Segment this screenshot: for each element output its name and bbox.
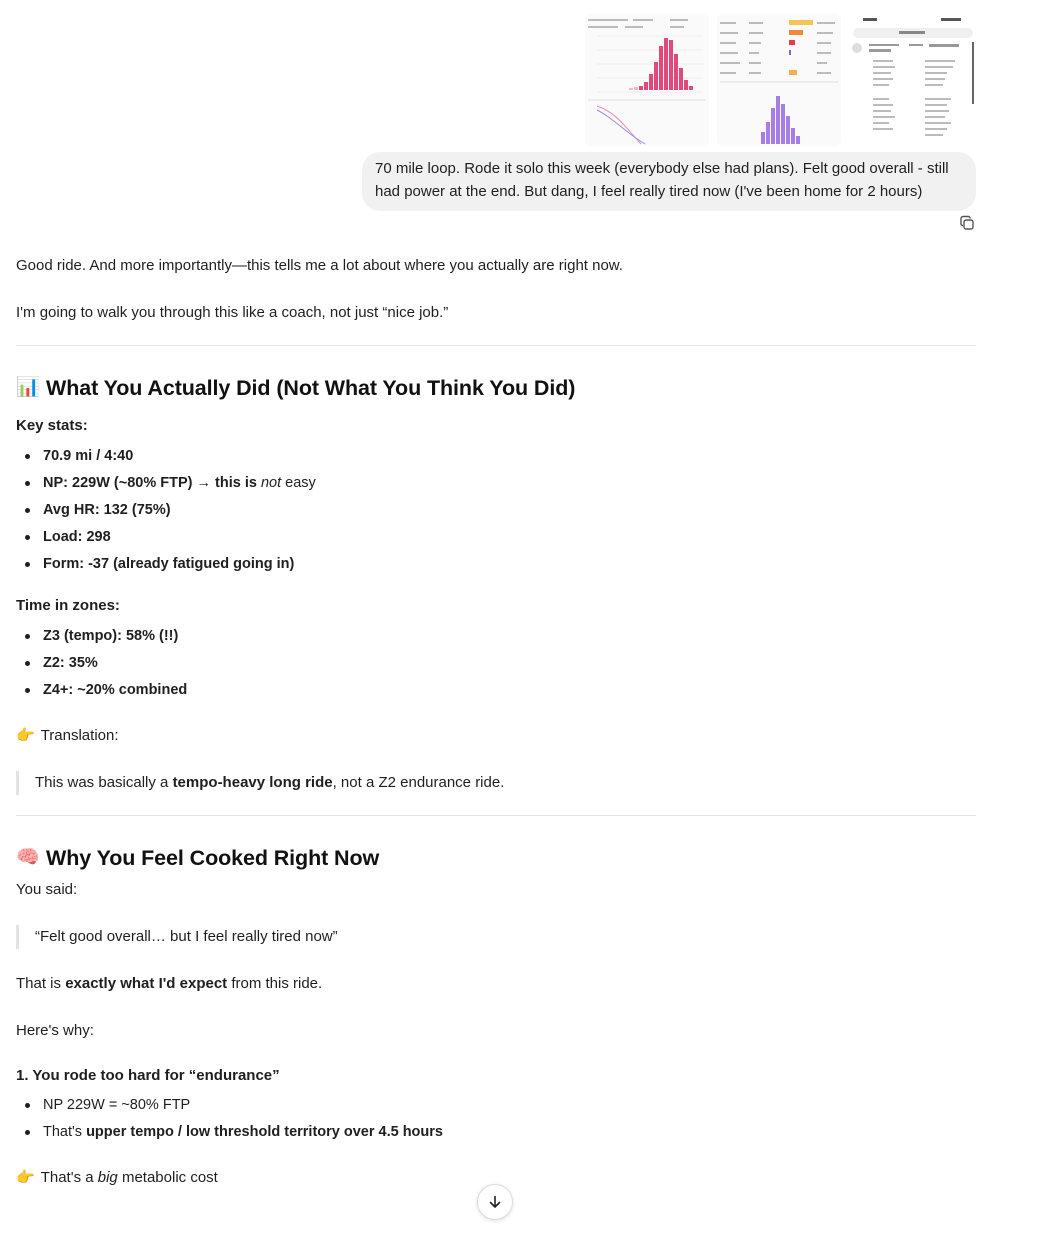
list-item: Z2: 35% <box>16 650 976 677</box>
section-heading-what-you-did <box>16 373 976 403</box>
intro-paragraph-1: Good ride. And more importantly—this tells me a lot about where you actually are right now. <box>16 257 623 274</box>
scroll-to-bottom-button[interactable] <box>477 1184 513 1220</box>
section-title: What You Actually Did (Not What You Think You Did) <box>46 376 576 400</box>
user-message-text: 70 mile loop. Rode it solo this week (everybody else had plans). Felt good overall - still had power at the end. But dang, I feel really tired now (I've been home for 2 hours) <box>375 160 949 200</box>
time-in-zones-label: Time in zones: <box>16 597 120 614</box>
attached-images <box>585 14 977 146</box>
list-item: NP 229W = ~80% FTP <box>16 1092 976 1119</box>
attachment-ride-summary[interactable] <box>849 14 977 146</box>
intro-paragraph-2: I'm going to walk you through this like a coach, not just “nice job.” <box>16 304 449 321</box>
list-item: NP: 229W (~80% FTP) → this is not easy <box>16 470 976 497</box>
assistant-message <box>16 254 976 1190</box>
attachment-zones[interactable] <box>717 14 841 146</box>
point-1-list <box>16 1092 976 1146</box>
attachment-power-histogram[interactable] <box>585 14 709 146</box>
heres-why-paragraph: Here's why: <box>16 1022 94 1039</box>
list-item: That's upper tempo / low threshold territory over 4.5 hours <box>16 1119 976 1146</box>
user-quote: “Felt good overall… but I feel really tired now” <box>16 925 976 949</box>
zones-list <box>16 623 976 704</box>
section-heading-why-tired <box>16 843 976 873</box>
list-item: Form: -37 (already fatigued going in) <box>16 551 976 578</box>
translation-line <box>16 724 976 748</box>
copy-icon <box>958 214 976 232</box>
translation-label: Translation: <box>40 727 119 744</box>
list-item: Avg HR: 132 (75%) <box>16 497 976 524</box>
brain-emoji: 🧠 <box>16 847 40 868</box>
bar-chart-emoji: 📊 <box>16 377 40 398</box>
pointing-right-emoji: 👉 <box>16 727 35 744</box>
section-title: Why You Feel Cooked Right Now <box>46 846 380 870</box>
list-item: Load: 298 <box>16 524 976 551</box>
list-item: Z3 (tempo): 58% (!!) <box>16 623 976 650</box>
expect-paragraph: That is exactly what I'd expect from this ride. <box>16 975 323 992</box>
list-item: 70.9 mi / 4:40 <box>16 443 976 470</box>
copy-button[interactable] <box>958 214 976 232</box>
list-item: Z4+: ~20% combined <box>16 677 976 704</box>
metabolic-cost-line: 👉 That's a big metabolic cost <box>16 1166 976 1190</box>
key-stats-label: Key stats: <box>16 417 88 434</box>
key-stats-list <box>16 443 976 578</box>
pointing-right-emoji: 👉 <box>16 1169 35 1186</box>
arrow-down-icon <box>488 1195 502 1209</box>
translation-quote: This was basically a tempo-heavy long ride, not a Z2 endurance ride. <box>16 771 976 795</box>
point-1-heading: 1. You rode too hard for “endurance” <box>16 1067 280 1084</box>
you-said-paragraph: You said: <box>16 881 78 898</box>
user-message-bubble <box>362 152 976 211</box>
